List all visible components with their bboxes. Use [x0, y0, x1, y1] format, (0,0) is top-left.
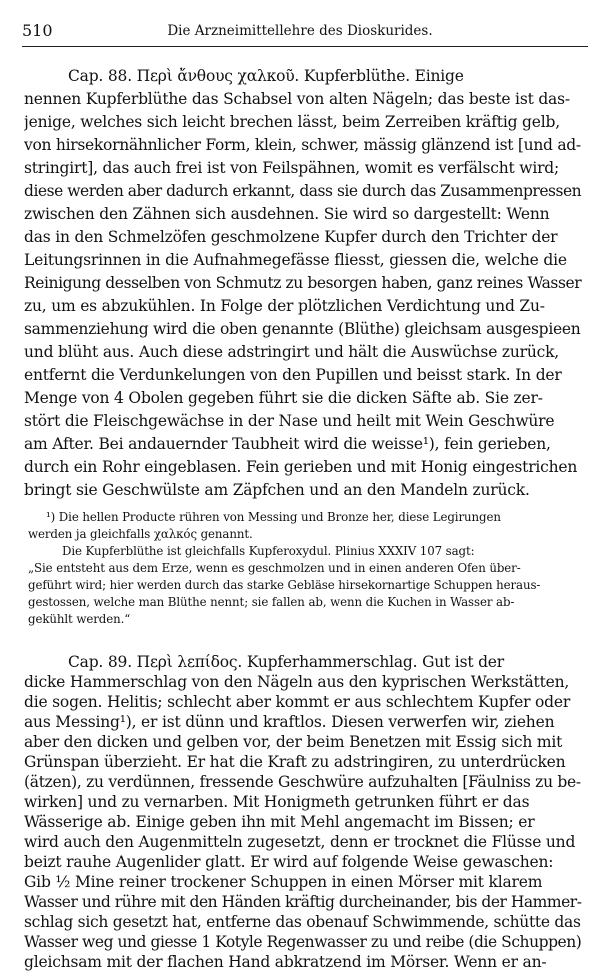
text-line: jenige, welches sich leicht brechen lässt, beim Zerreiben kräftig gelb,: [24, 113, 560, 131]
text-line: (ätzen), zu verdünnen, fressende Geschwüre aufzuhalten [Fäulniss zu be-: [24, 773, 581, 791]
footnote-line: Die Kupferblüthe ist gleichfalls Kupferoxydul. Plinius XXXIV 107 sagt:: [62, 544, 475, 558]
text-line: Cap. 89. Περὶ λεπίδος. Kupferhammerschlag. Gut ist der: [68, 653, 504, 671]
header-rule: [22, 46, 588, 47]
text-line: zwischen den Zähnen sich ausdehnen. Sie wird so dargestellt: Wenn: [24, 205, 550, 223]
footnote-line: geführt wird; hier werden durch das starke Gebläse hirsekornartige Schuppen heraus-: [28, 578, 541, 592]
footnote-line: ¹) Die hellen Producte rühren von Messing und Bronze her, diese Legirungen: [46, 510, 501, 524]
text-line: Leitungsrinnen in die Aufnahmegefässe fliesst, giessen die, welche die: [24, 251, 567, 269]
text-line: diese werden aber dadurch erkannt, dass sie durch das Zusammenpressen: [24, 182, 582, 200]
text-line: Wässerige ab. Einige geben ihn mit Mehl angemacht im Bissen; er: [24, 813, 535, 831]
text-line: Wasser weg und giesse 1 Kotyle Regenwasser zu und reibe (die Schuppen): [24, 933, 582, 951]
text-line: durch ein Rohr eingeblasen. Fein gerieben und mit Honig eingestrichen: [24, 458, 578, 476]
text-line: Menge von 4 Obolen gegeben führt sie die dicken Säfte ab. Sie zer-: [24, 389, 543, 407]
text-line: wirken] und zu vernarben. Mit Honigmeth getrunken führt er das: [24, 793, 530, 811]
text-line: stringirt], das auch frei ist von Feilspähnen, womit es verfälscht wird;: [24, 159, 560, 177]
footnote-line: „Sie entsteht aus dem Erze, wenn es geschmolzen und in einen anderen Ofen über-: [28, 561, 521, 575]
text-line: Grünspan überzieht. Er hat die Kraft zu adstringiren, zu unterdrücken: [24, 753, 566, 771]
text-line: beizt rauhe Augenlider glatt. Er wird auf folgende Weise gewaschen:: [24, 853, 554, 871]
text-line: entfernt die Verdunkelungen von den Pupillen und beisst stark. In der: [24, 366, 562, 384]
text-line: Wasser und rühre mit den Händen kräftig durcheinander, bis der Hammer-: [24, 893, 582, 911]
text-line: aus Messing¹), er ist dünn und kraftlos. Diesen verwerfen wir, ziehen: [24, 713, 555, 731]
running-title: Die Arzneimittellehre des Dioskurides.: [167, 23, 433, 39]
text-line: zu, um es abzukühlen. In Folge der plötzlichen Verdichtung und Zu-: [24, 297, 545, 315]
page-number: 510: [22, 21, 53, 40]
text-line: gleichsam mit der flachen Hand abkratzend im Mörser. Wenn er an-: [24, 953, 547, 971]
text-line: bringt sie Geschwülste am Zäpfchen und an den Mandeln zurück.: [24, 481, 530, 499]
footnote-line: werden ja gleichfalls χαλκός genannt.: [28, 527, 253, 541]
text-line: und blüht aus. Auch diese adstringirt und hält die Auswüchse zurück,: [24, 343, 560, 361]
text-line: die sogen. Helitis; schlecht aber kommt er aus schlechtem Kupfer oder: [24, 693, 571, 711]
text-line: nennen Kupferblüthe das Schabsel von alten Nägeln; das beste ist das-: [24, 90, 570, 108]
text-line: sammenziehung wird die oben genannte (Blüthe) gleichsam ausgespieen: [24, 320, 581, 338]
text-line: am After. Bei andauernder Taubheit wird die weisse¹), fein gerieben,: [24, 435, 551, 453]
text-line: wird auch den Augenmitteln zugesetzt, denn er trocknet die Flüsse und: [24, 833, 576, 851]
text-line: von hirsekornähnlicher Form, klein, schwer, mässig glänzend ist [und ad-: [24, 136, 581, 154]
text-line: stört die Fleischgewächse in der Nase und heilt mit Wein Geschwüre: [24, 412, 555, 430]
text-line: aber den dicken und gelben vor, der beim Benetzen mit Essig sich mit: [24, 733, 563, 751]
running-header: [0, 14, 600, 40]
text-line: dicke Hammerschlag von den Nägeln aus den kyprischen Werkstätten,: [24, 673, 570, 691]
text-line: schlag sich gesetzt hat, entferne das obenauf Schwimmende, schütte das: [24, 913, 581, 931]
text-line: das in den Schmelzöfen geschmolzene Kupfer durch den Trichter der: [24, 228, 558, 246]
text-line: Reinigung desselben von Schmutz zu besorgen haben, ganz reines Wasser: [24, 274, 582, 292]
text-line: Gib ½ Mine reiner trockener Schuppen in einen Mörser mit klarem: [24, 873, 543, 891]
footnote-line: gekühlt werden.“: [28, 612, 131, 626]
text-line: Cap. 88. Περὶ ἄνθους χαλκοῦ. Kupferblüthe. Einige: [68, 67, 464, 85]
footnote-line: gestossen, welche man Blüthe nennt; sie fallen ab, wenn die Kuchen in Wasser ab-: [28, 595, 515, 609]
